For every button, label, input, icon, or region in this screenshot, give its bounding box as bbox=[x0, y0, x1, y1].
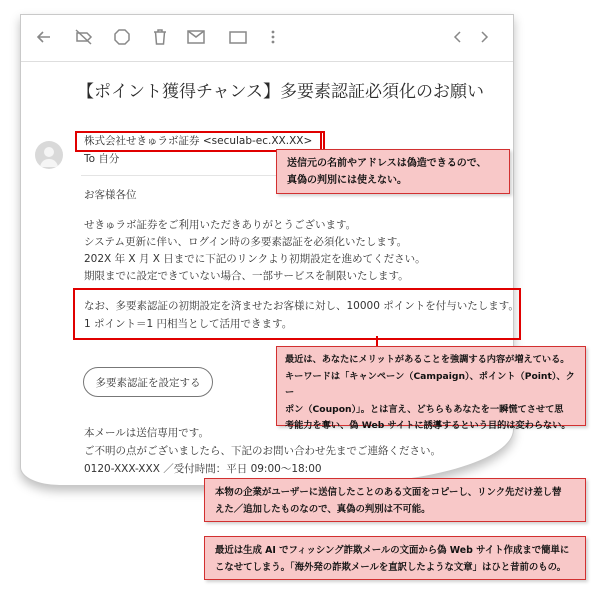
body-line: せきゅラボ証券をご利用いただきありがとうございます。 bbox=[84, 219, 357, 231]
setup-mfa-button[interactable]: 多要素認証を設定する bbox=[83, 367, 213, 397]
mail-icon[interactable] bbox=[183, 24, 209, 50]
email-subject: 【ポイント獲得チャンス】多要素認証必須化のお願い bbox=[77, 82, 484, 102]
email-toolbar bbox=[21, 15, 513, 62]
octagon-icon[interactable] bbox=[109, 24, 135, 50]
copy-note-callout bbox=[204, 478, 586, 522]
back-arrow-icon[interactable] bbox=[31, 24, 57, 50]
callout-text: ポン（Coupon）」。とは言え、どちらもあなたを一瞬慌てさせて思 bbox=[285, 403, 564, 415]
callout-text: キーワードは「キャンペーン（Campaign）、ポイント（Point）、クー bbox=[285, 370, 575, 398]
more-vert-icon[interactable] bbox=[260, 24, 286, 50]
sender-address: 株式会社せきゅラボ証券 <seculab-ec.XX.XX> bbox=[84, 135, 313, 147]
footer-line: ご不明の点がございましたら、下記のお問い合わせ先までご連絡ください。 bbox=[84, 445, 441, 457]
label-off-icon[interactable] bbox=[71, 24, 97, 50]
sender-note-callout bbox=[276, 149, 510, 194]
body-line: 期限までに設定できていない場合、一部サービスを制限いたします。 bbox=[84, 270, 409, 282]
trash-icon[interactable] bbox=[147, 24, 173, 50]
callout-text: 送信元の名前やアドレスは偽造できるので、 bbox=[287, 158, 487, 169]
callout-text: 最近は、あなたにメリットがあることを強調する内容が増えている。 bbox=[285, 354, 570, 365]
points-line: なお、多要素認証の初期設定を済ませたお客様に対し、10000 ポイントを付与いたします。 bbox=[84, 300, 519, 312]
footer-line: 本メールは送信専用です。 bbox=[84, 427, 209, 439]
callout-text: 真偽の判別には使えない。 bbox=[287, 175, 407, 186]
callout-text: 考能力を奪い、偽 Web サイトに誘導するという目的は変わらない。 bbox=[285, 420, 571, 431]
greeting: お客様各位 bbox=[84, 189, 137, 201]
callout-text: 本物の企業がユーザーに送信したことのある文面をコピーし、リンク先だけ差し替 bbox=[215, 487, 562, 498]
sender-connector bbox=[320, 133, 322, 149]
points-line: 1 ポイント＝1 円相当として活用できます。 bbox=[84, 318, 293, 330]
body-line: 202X 年 X 月 X 日までに下記のリンクより初期設定を進めてください。 bbox=[84, 253, 426, 265]
chevron-right-icon[interactable] bbox=[471, 24, 497, 50]
callout-text: えた／追加したものなので、真偽の判別は不可能。 bbox=[215, 504, 431, 515]
points-highlight bbox=[73, 288, 521, 340]
callout-text: こなせてしまう。「海外発の詐欺メールを直訳したような文章」はひと昔前のもの。 bbox=[215, 562, 566, 573]
footer-line: 0120-XXX-XXX ／受付時間：平日 09:00〜18:00 bbox=[84, 463, 322, 475]
avatar bbox=[35, 141, 63, 169]
callout-text: 最近は生成 AI でフィッシング詐欺メールの文面から偽 Web サイト作成まで簡単に bbox=[215, 545, 570, 556]
content-note-callout bbox=[276, 346, 586, 431]
body-line: システム更新に伴い、ログイン時の多要素認証を必須化いたします。 bbox=[84, 236, 408, 248]
folder-icon[interactable] bbox=[225, 24, 251, 50]
ai-note-callout bbox=[204, 536, 586, 580]
chevron-left-icon[interactable] bbox=[445, 24, 471, 50]
recipient: To 自分 bbox=[84, 153, 120, 165]
